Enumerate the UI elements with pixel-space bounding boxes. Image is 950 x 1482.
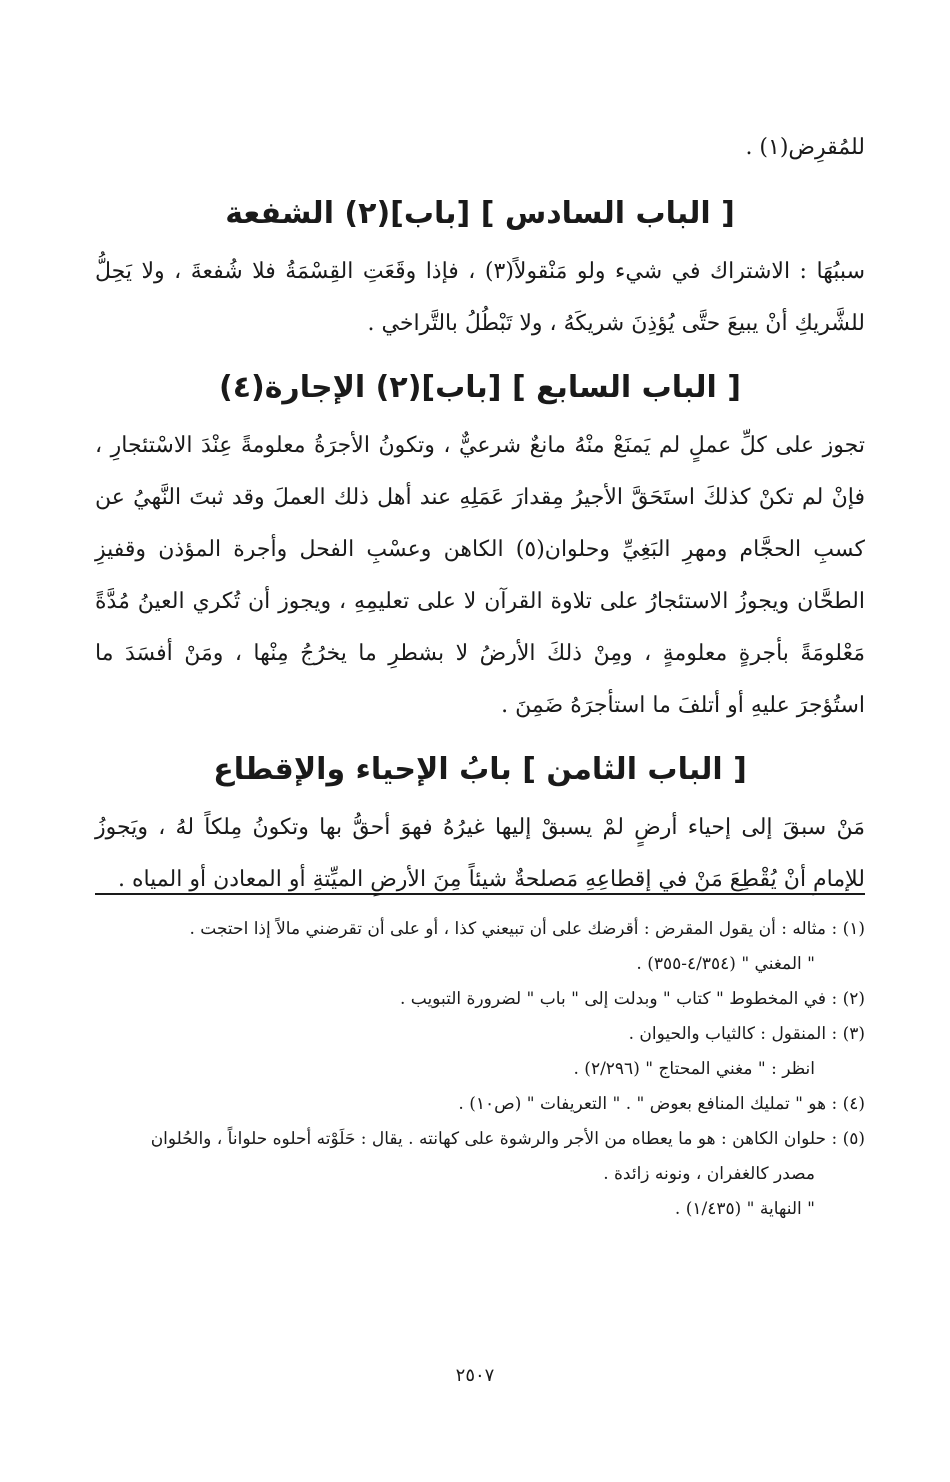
footnotes (95, 912, 865, 1227)
opening-line: للمُقرِض(١) . (745, 135, 865, 160)
section-paragraph-shufaa: سببُهَا : الاشتراك في شيء ولو مَنْقولاً(٣) ، فإذا وقَعَتِ القِسْمَةُ فلا شُفعةَ ، ولا يَحِلُّ للشَّريكِ أنْ يبيعَ حتَّى يُؤذِنَ شريكَهُ ، ولا تَبْطُلُ بالتَّراخي . (95, 259, 866, 336)
footnote-2: (٢) : في المخطوط " كتاب " وبدلت إلى " باب " لضرورة التبويب . (399, 989, 865, 1009)
footnote-5-continuation: مصدر كالغفران ، ونونه زائدة . (603, 1164, 815, 1184)
section-paragraph-ijara: تجوز على كلِّ عملٍ لم يَمنَعْ منْهُ مانعٌ شرعيٌّ ، وتكونُ الأجرَةُ معلومةً عِنْدَ الاسْتئجارِ ، فإنْ لم تكنْ كذلكَ استَحَقَّ الأجيرُ مِقدارَ عَمَلِهِ عند أهل ذلك العملَ وقد ثبتَ النَّهيُ عن كسبِ الحجَّام ومهرِ البَغِيِّ وحلوان(٥) الكاهن وعسْبِ الفحل وأجرة المؤذن وقفيزِ الطحَّان ويجوزُ الاستئجارُ على تلاوة القرآن لا على تعليمِهِ ، ويجوز أن تُكري العينُ مُدَّةً مَعْلومَةً بأجرةٍ معلومةٍ ، ومِنْ ذلكَ الأرضُ لا بشطرِ ما يخرُجُ مِنْها ، ومَنْ أفسَدَ ما استُؤجرَ عليهِ أو أتلفَ ما استأجرَهُ ضَمِنَ . (95, 433, 865, 718)
section-paragraph-ihya: مَنْ سبقَ إلى إحياء أرضٍ لمْ يسبقْ إليها غيرُهُ فهوَ أحقُّ بها وتكونُ مِلكاً لهُ ، ويَجوزُ للإمامِ أنْ يُقْطِعَ مَنْ في إقطاعِهِ مَصلحةٌ شيئاً مِنَ الأرضِ الميِّتةِ أو المعادن أو المياه . (95, 815, 865, 892)
section-title-shufaa: [ الباب السادس ] [باب](٢) الشفعة (225, 196, 735, 231)
footnote-4: (٤) : هو " تمليك المنافع بعوض " . " التعريفات " (ص١٠) . (458, 1094, 865, 1114)
main-text (95, 120, 865, 906)
footnote-1: (١) : مثاله : أن يقول المقرض : أقرضك على أن تبيعني كذا ، أو على أن تقرضني مالاً إذا احتجت . (189, 919, 865, 939)
section-title-ijara: [ الباب السابع ] [باب](٢) الإجارة(٤) (218, 370, 741, 405)
page-number: ٢٥٠٧ (455, 1365, 495, 1386)
footnote-3-source: انظر : " مغني المحتاج " (٢/٢٩٦) . (573, 1059, 815, 1079)
footnote-1-source: " المغني " (٤/٣٥٤-٣٥٥) . (636, 954, 815, 974)
footnote-5-source: " النهاية " (١/٤٣٥) . (674, 1199, 815, 1219)
footnote-5: (٥) : حلوان الكاهن : هو ما يعطاه من الأجر والرشوة على كهانته . يقال : حَلَوْته أحلوه حلواناً ، والحُلوان (150, 1129, 865, 1149)
footnote-divider (95, 893, 865, 895)
section-title-ihya: [ الباب الثامن ] بابُ الإحياء والإقطاع (213, 752, 747, 787)
footnote-3: (٣) : المنقول : كالثياب والحيوان . (628, 1024, 865, 1044)
